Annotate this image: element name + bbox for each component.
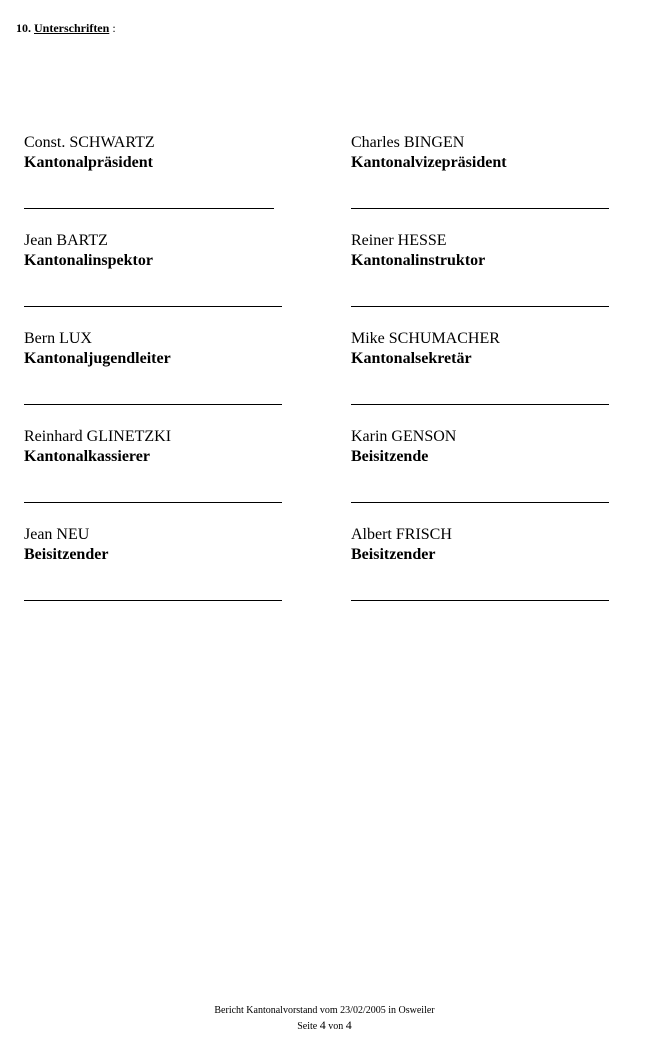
signatory-name: Const. SCHWARTZ — [24, 134, 155, 151]
signature-line — [351, 404, 609, 405]
footer-report-line: Bericht Kantonalvorstand vom 23/02/2005 in Osweiler — [214, 1005, 435, 1016]
signature-line — [351, 208, 609, 209]
signatory-role: Kantonalvizepräsident — [351, 154, 507, 171]
signatory-role: Kantonaljugendleiter — [24, 350, 171, 367]
section-number: 10. — [16, 21, 31, 35]
signatory-name: Reiner HESSE — [351, 232, 447, 249]
signature-block — [351, 329, 611, 369]
signature-line — [24, 208, 274, 209]
signature-line — [24, 600, 282, 601]
signatory-role: Beisitzender — [24, 546, 109, 563]
signatory-name: Karin GENSON — [351, 428, 457, 445]
signature-block — [24, 133, 284, 173]
page-total: 4 — [345, 1018, 352, 1032]
signatory-role: Beisitzende — [351, 448, 429, 465]
signature-block — [24, 525, 284, 565]
signature-block — [24, 231, 284, 271]
page-current: 4 — [319, 1018, 326, 1032]
signature-block — [351, 427, 611, 467]
signature-block — [24, 329, 284, 369]
signature-line — [351, 306, 609, 307]
signatory-name: Charles BINGEN — [351, 134, 465, 151]
page-footer — [0, 1004, 649, 1034]
signatory-role: Kantonalinstruktor — [351, 252, 486, 269]
page-prefix: Seite — [297, 1021, 318, 1032]
signature-block — [24, 427, 284, 467]
signature-block — [351, 231, 611, 271]
signature-line — [351, 600, 609, 601]
section-title: Unterschriften — [34, 21, 110, 35]
signature-block — [351, 133, 611, 173]
page-of: von — [328, 1021, 344, 1032]
signature-block — [351, 525, 611, 565]
signatory-role: Kantonalsekretär — [351, 350, 472, 367]
signature-line — [24, 404, 282, 405]
signatory-role: Kantonalinspektor — [24, 252, 153, 269]
signature-line — [24, 502, 282, 503]
footer-page-number — [0, 1018, 649, 1034]
signature-line — [351, 502, 609, 503]
signatory-role: Beisitzender — [351, 546, 436, 563]
signatory-name: Reinhard GLINETZKI — [24, 428, 172, 445]
signature-line — [24, 306, 282, 307]
signatory-name: Jean NEU — [24, 526, 90, 543]
signatory-name: Mike SCHUMACHER — [351, 330, 500, 347]
signatory-role: Kantonalkassierer — [24, 448, 150, 465]
signatory-role: Kantonalpräsident — [24, 154, 153, 171]
signatory-name: Bern LUX — [24, 330, 92, 347]
signatory-name: Jean BARTZ — [24, 232, 108, 249]
signatory-name: Albert FRISCH — [351, 526, 452, 543]
section-suffix: : — [109, 21, 116, 35]
